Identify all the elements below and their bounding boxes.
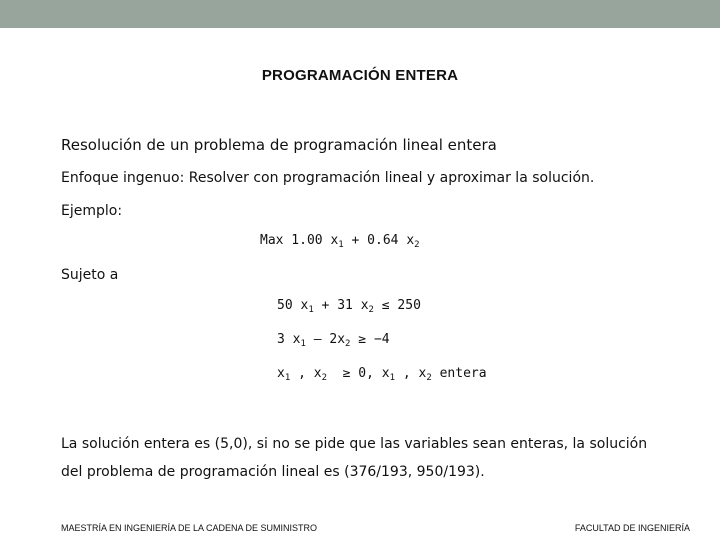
footer-left: MAESTRÍA EN INGENIERÍA DE LA CADENA DE SUMINISTRO [61, 523, 318, 533]
objective-function: Max 1.00 $x_1 + 0.64$ $x_2$ [260, 233, 420, 250]
top-banner [0, 0, 720, 28]
conclusion-line-2: del problema de programación lineal es (376/193, 950/193). [61, 464, 485, 480]
footer-right: FACULTAD DE INGENIERÍA [574, 523, 690, 533]
section-subtitle: Resolución de un problema de programación lineal entera [61, 136, 497, 154]
conclusion-line-1: La solución entera es (5,0), si no se pide que las variables sean enteras, la solución [61, 436, 648, 452]
example-label: Ejemplo: [61, 203, 123, 219]
approach-text: Enfoque ingenuo: Resolver con programación lineal y aproximar la solución. [61, 170, 595, 186]
constraint-3: $x_1$ , $x_2 \ge 0$, $x_1$ , $x_2$ entera [277, 366, 487, 383]
page-title: PROGRAMACIÓN ENTERA [261, 67, 459, 84]
constraint-2: 3 $x_1 - 2x_2 \ge -4$ [277, 332, 390, 349]
subject-to-label: Sujeto a [61, 267, 119, 283]
constraint-1: 50 $x_1 + 31$ $x_2 \le 250$ [277, 298, 421, 315]
conclusion-text [61, 430, 681, 486]
